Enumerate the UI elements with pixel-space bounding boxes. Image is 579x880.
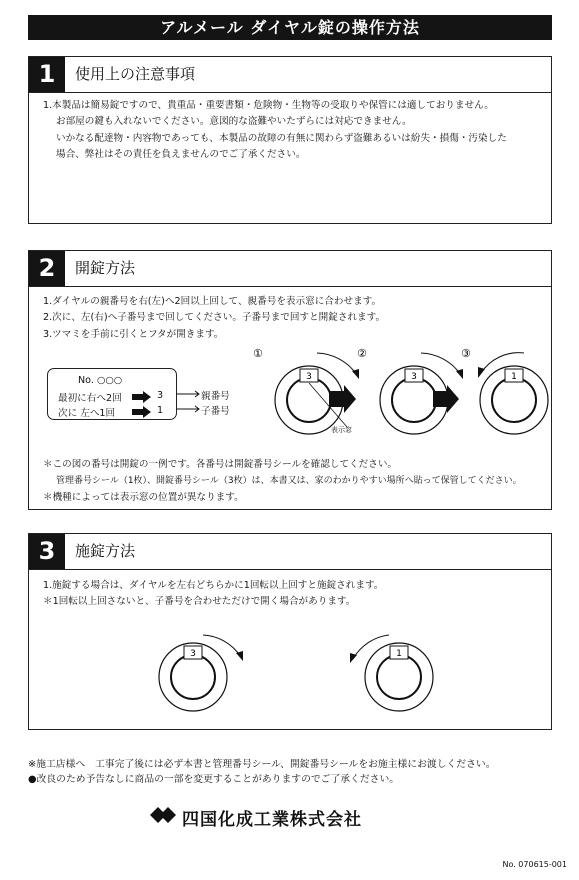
note-line: ＊機種によっては表示窓の位置が異なります。	[43, 491, 244, 503]
combination-legend	[47, 368, 177, 420]
step-line: 2.次に、左(右)へ子番号まで回してください。子番号まで回すと開錠されます。	[43, 312, 386, 324]
section-title: 使用上の注意事項	[75, 65, 196, 83]
installer-note: ※施工店様へ 工事完了後には必ず本書と管理番号シール、開錠番号シールをお施主様にお渡しください。	[28, 759, 496, 770]
dial-number: 3	[411, 372, 417, 382]
step-marker-3: ③	[461, 347, 471, 360]
note-line: 管理番号シール（1枚）、開錠番号シール（3枚）は、本書又は、家のわかりやすい場所へ貼って保管してください。	[56, 476, 522, 487]
section-lock-method	[28, 533, 552, 730]
dial-number: 1	[511, 372, 517, 382]
section-number: 3	[29, 534, 65, 569]
notes-text	[43, 98, 507, 163]
section-number: 2	[29, 251, 65, 286]
section-header	[29, 534, 551, 570]
dial-number: 3	[306, 372, 312, 382]
section-unlock-method	[28, 250, 552, 510]
legend-row2-text: 次に 左へ1回	[58, 408, 116, 419]
section-usage-notes	[28, 56, 552, 224]
section-title: 開錠方法	[75, 259, 136, 277]
label-parent-number: 親番号	[201, 391, 230, 402]
unlock-notes	[43, 457, 522, 506]
dial-number: 1	[396, 649, 402, 659]
arrow-right-icon	[132, 406, 151, 418]
lock-line: ＊1回転以上回さないと、子番号を合わせただけで開く場合があります。	[43, 596, 356, 608]
label-child-number: 子番号	[201, 406, 230, 417]
dial-lock-left	[350, 635, 433, 711]
change-notice: ●改良のため予告なしに商品の一部を変更することがありますのでご了承ください。	[28, 774, 400, 785]
company-name: 四国化成工業株式会社	[182, 810, 362, 830]
lock-dial-figure	[149, 629, 449, 724]
step-marker-1: ①	[253, 347, 263, 360]
dial-lock-right	[159, 635, 243, 711]
lock-line: 1.施錠する場合は、ダイヤルを左右どちらかに1回転以上回すと施錠されます。	[43, 580, 384, 591]
step-line: 3.ツマミを手前に引くとフタが開きます。	[43, 328, 224, 340]
note-line: 場合、弊社はその責任を負えませんのでご了承ください。	[56, 148, 306, 160]
display-window-label: 表示窓	[331, 426, 352, 434]
unlock-dial-figure	[249, 347, 549, 437]
step-line: 1.ダイヤルの親番号を右(左)へ2回以上回して、親番号を表示窓に合わせます。	[43, 296, 382, 307]
arrow-right-icon	[132, 391, 151, 403]
lock-instructions	[43, 578, 383, 611]
document-title: アルメール ダイヤル錠の操作方法	[28, 15, 552, 40]
legend-row-second	[58, 405, 115, 419]
legend-no-line: No. ○○○	[78, 375, 123, 386]
note-line: お部屋の鍵も入れないでください。意図的な盗難やいたずらには対応できません。	[56, 116, 412, 128]
legend-row1-text: 最初に右へ2回	[58, 393, 122, 404]
section-header	[29, 57, 551, 93]
note-line: 1.本製品は簡易錠ですので、貴重品・重要書類・危険物・生物等の受取りや保管には適しておりません。	[43, 100, 494, 111]
section-number: 1	[29, 57, 65, 92]
note-line: ＊この図の番号は開錠の一例です。各番号は開錠番号シールを確認してください。	[43, 459, 398, 470]
legend-row1-value: 3	[157, 390, 164, 401]
legend-row-first	[58, 390, 122, 404]
document-number: No. 070615-001	[502, 860, 567, 869]
dial-number: 3	[190, 649, 196, 659]
company-logo-icon	[150, 805, 176, 825]
legend-row2-value: 1	[157, 405, 164, 416]
note-line: いかなる配達物・内容物であっても、本製品の故障の有無に関わらず盗難あるいは紛失・損傷・汚染した	[56, 132, 507, 144]
section-title: 施錠方法	[75, 542, 136, 560]
legend-pointer-lines	[177, 387, 201, 419]
section-header	[29, 251, 551, 287]
legend-arrows	[132, 391, 154, 421]
step-marker-2: ②	[357, 347, 367, 360]
dial-step-3	[478, 353, 548, 434]
unlock-steps	[43, 294, 385, 343]
